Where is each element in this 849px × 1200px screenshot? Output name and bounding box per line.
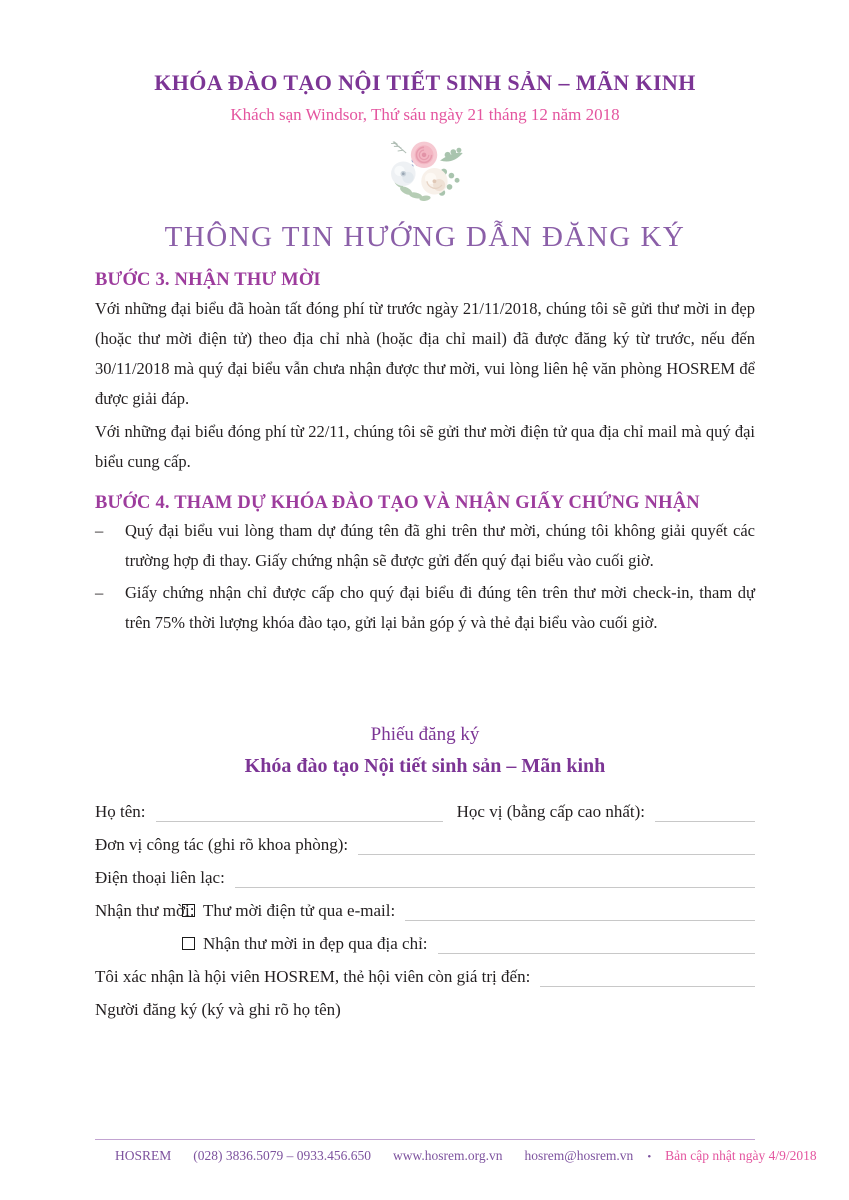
main-heading: THÔNG TIN HƯỚNG DẪN ĐĂNG KÝ xyxy=(164,221,686,253)
form-row-signature xyxy=(95,1000,755,1020)
section-heading-step-4: BƯỚC 4. THAM DỰ KHÓA ĐÀO TẠO VÀ NHẬN GIẤY CHỨNG NHẬN xyxy=(95,493,700,513)
name-input-line[interactable] xyxy=(156,803,443,822)
workplace-input-line[interactable] xyxy=(358,836,755,855)
section-step-4 xyxy=(95,493,755,638)
print-invitation-checkbox[interactable] xyxy=(182,937,195,950)
dash-bullet: – xyxy=(95,583,104,602)
form-row-phone xyxy=(95,868,755,888)
form-row-invitation-print xyxy=(95,934,755,954)
signature-label: Người đăng ký (ký và ghi rõ họ tên) xyxy=(95,1000,341,1019)
email-input-line[interactable] xyxy=(405,902,755,921)
membership-expiry-input-line[interactable] xyxy=(540,968,755,987)
dash-bullet: – xyxy=(95,521,104,540)
form-row-workplace xyxy=(95,835,755,855)
email-invitation-checkbox[interactable] xyxy=(182,904,195,917)
section-heading-step-3: BƯỚC 3. NHẬN THƯ MỜI xyxy=(95,270,321,290)
paragraph: Với những đại biểu đã hoàn tất đóng phí từ trước ngày 21/11/2018, chúng tôi sẽ gửi thư mời in đẹp (hoặc thư mời điện tử) theo địa chỉ nhà (hoặc địa chỉ mail) đã được đăng ký từ trước, nếu đến 30/11/2018 mà quý đại biểu vẫn chưa nhận được thư mời, vui lòng liên hệ văn phòng HOSREM để được giải đáp. xyxy=(95,299,755,408)
flower-bouquet-image xyxy=(95,136,755,207)
name-label: Họ tên: xyxy=(95,802,146,821)
form-row-invitation-email xyxy=(95,901,755,921)
invitation-label: Nhận thư mời: xyxy=(95,901,195,920)
form-subtitle: Khóa đào tạo Nội tiết sinh sản – Mãn kinh xyxy=(244,755,606,777)
form-row-name-degree xyxy=(95,802,755,822)
registration-form xyxy=(95,724,755,1020)
footer-email-link[interactable]: hosrem@hosrem.vn xyxy=(524,1148,634,1163)
address-input-line[interactable] xyxy=(438,935,755,954)
list-item: – Quý đại biểu vui lòng tham dự đúng tên đã ghi trên thư mời, chúng tôi không giải quyết các trường hợp đi thay. Giấy chứng nhận sẽ được gửi đến quý đại biểu vào cuối giờ. xyxy=(95,516,755,576)
paragraph: Với những đại biểu đóng phí từ 22/11, chúng tôi sẽ gửi thư mời điện tử qua địa chỉ mail mà quý đại biểu cung cấp. xyxy=(95,422,755,471)
list-item: – Giấy chứng nhận chỉ được cấp cho quý đại biểu đi đúng tên trên thư mời check-in, tham dự trên 75% thời lượng khóa đào tạo, gửi lại bản góp ý và thẻ đại biểu vào cuối giờ. xyxy=(95,578,755,638)
footer-website-link[interactable]: www.hosrem.org.vn xyxy=(393,1148,503,1163)
email-invitation-label: Thư mời điện tử qua e-mail: xyxy=(203,901,396,920)
print-invitation-label: Nhận thư mời in đẹp qua địa chỉ: xyxy=(203,934,428,953)
degree-input-line[interactable] xyxy=(655,803,755,822)
form-title: Phiếu đăng ký xyxy=(370,724,480,745)
workplace-label: Đơn vị công tác (ghi rõ khoa phòng): xyxy=(95,835,349,854)
membership-label: Tôi xác nhận là hội viên HOSREM, thẻ hội viên còn giá trị đến: xyxy=(95,967,531,986)
footer-bullet-separator: • xyxy=(647,1151,652,1163)
page-title: KHÓA ĐÀO TẠO NỘI TIẾT SINH SẢN – MÃN KINH xyxy=(154,70,696,95)
footer-org-name: HOSREM xyxy=(115,1148,172,1163)
event-date-location: Khách sạn Windsor, Thứ sáu ngày 21 tháng 12 năm 2018 xyxy=(230,105,620,124)
section-step-3 xyxy=(95,270,755,477)
footer-phone: (028) 3836.5079 – 0933.456.650 xyxy=(193,1148,372,1163)
phone-input-line[interactable] xyxy=(235,869,755,888)
footer-update-date: Bản cập nhật ngày 4/9/2018 xyxy=(665,1148,817,1163)
phone-label: Điện thoại liên lạc: xyxy=(95,868,225,887)
page-footer xyxy=(95,1139,817,1164)
degree-label: Học vị (bằng cấp cao nhất): xyxy=(456,802,645,821)
form-row-membership xyxy=(95,967,755,987)
